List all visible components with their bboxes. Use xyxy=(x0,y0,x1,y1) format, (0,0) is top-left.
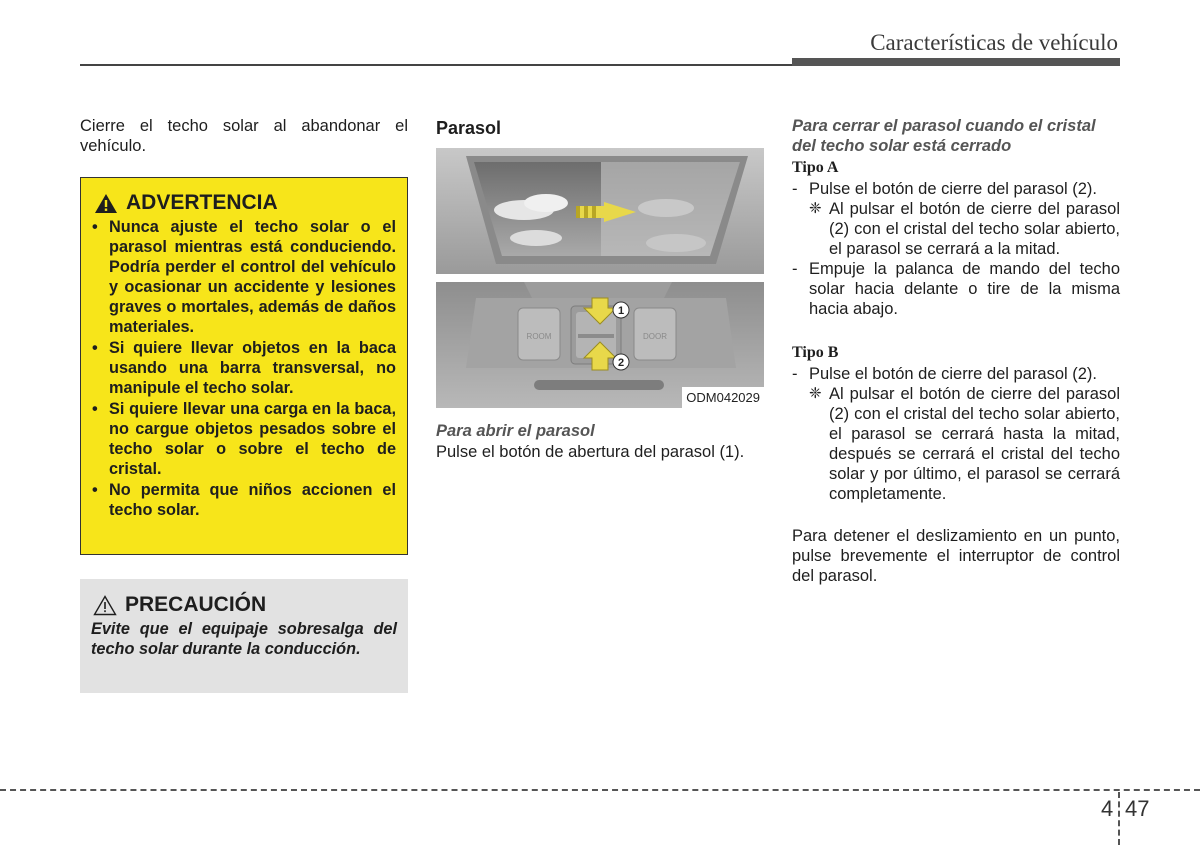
column-right xyxy=(792,116,1120,586)
callout-2: 2 xyxy=(617,357,625,369)
header-rule-accent xyxy=(792,58,1120,66)
note-mark-icon: ❈ xyxy=(809,385,822,402)
intro-paragraph: Cierre el techo solar al abandonar el vehículo. xyxy=(80,117,408,155)
warning-item: • Nunca ajuste el techo solar o el parasol mientras está conduciendo. Podría perder el control del vehículo y ocasionar un accidente y lesiones graves o mortales, además de daños materiales. xyxy=(92,217,396,337)
type-b-label: Tipo B xyxy=(792,344,839,361)
caution-title-row xyxy=(91,593,397,617)
room-button-label: ROOM xyxy=(526,332,552,341)
column-left xyxy=(80,116,408,156)
warning-item: • Si quiere llevar objetos en la baca usando una barra transversal, no manipule el techo solar. xyxy=(92,338,396,398)
sunroof-figure xyxy=(436,148,764,408)
type-a-step-2: - Empuje la palanca de mando del techo solar hacia delante o tire de la misma hacia abajo. xyxy=(792,259,1120,319)
open-parasol-heading: Para abrir el parasol xyxy=(436,422,595,440)
door-button-label: DOOR xyxy=(643,332,667,341)
footer-divider xyxy=(0,789,1200,791)
caution-text: Evite que el equipaje sobresalga del techo solar durante la conducción. xyxy=(91,620,397,658)
type-b-note xyxy=(792,384,1120,504)
column-middle xyxy=(436,116,764,139)
type-a-step-1: - Pulse el botón de cierre del parasol (2). xyxy=(792,179,1120,199)
warning-item: • No permita que niños accionen el techo solar. xyxy=(92,480,396,520)
type-b-note-text: Al pulsar el botón de cierre del parasol (2) con el cristal del techo solar abierto, el parasol se cerrará hasta la mitad, después se cerrará el cristal del techo solar y por último, el parasol se cerrará completamente. xyxy=(829,385,1120,503)
warning-title-row xyxy=(92,191,396,215)
type-a-note xyxy=(792,199,1120,259)
sunroof-illustration xyxy=(436,148,764,408)
warning-box xyxy=(80,177,408,555)
callout-1: 1 xyxy=(617,305,625,317)
warning-list xyxy=(92,217,396,520)
warning-title: ADVERTENCIA xyxy=(126,191,278,214)
figure-caption: ODM042029 xyxy=(682,387,764,408)
open-parasol-text: Pulse el botón de abertura del parasol (1). xyxy=(436,443,745,461)
header-rule xyxy=(80,64,792,66)
stop-paragraph: Para detener el deslizamiento en un punto, pulse brevemente el interruptor de control del parasol. xyxy=(792,527,1120,585)
caution-box xyxy=(80,579,408,693)
section-heading-parasol: Parasol xyxy=(436,118,502,138)
caution-triangle-icon xyxy=(93,595,117,616)
caution-title: PRECAUCIÓN xyxy=(125,593,267,616)
type-a-note-text: Al pulsar el botón de cierre del parasol (2) con el cristal del techo solar abierto, el parasol se cerrará a la mitad. xyxy=(829,200,1120,258)
type-b-step-1: - Pulse el botón de cierre del parasol (2). xyxy=(792,364,1120,384)
page-number-divider xyxy=(1118,792,1120,845)
page-header-title: Características de vehículo xyxy=(870,30,1118,55)
open-parasol-section xyxy=(436,421,764,462)
page-number: 47 xyxy=(1125,796,1150,821)
section-number: 4 xyxy=(1101,796,1114,821)
warning-item: • Si quiere llevar una carga en la baca, no cargue objetos pesados sobre el techo solar o sobre el techo de cristal. xyxy=(92,399,396,479)
close-parasol-heading: Para cerrar el parasol cuando el cristal del techo solar está cerrado xyxy=(792,117,1096,155)
type-a-label: Tipo A xyxy=(792,159,839,176)
warning-triangle-icon xyxy=(94,193,118,214)
note-mark-icon: ❈ xyxy=(809,200,822,217)
